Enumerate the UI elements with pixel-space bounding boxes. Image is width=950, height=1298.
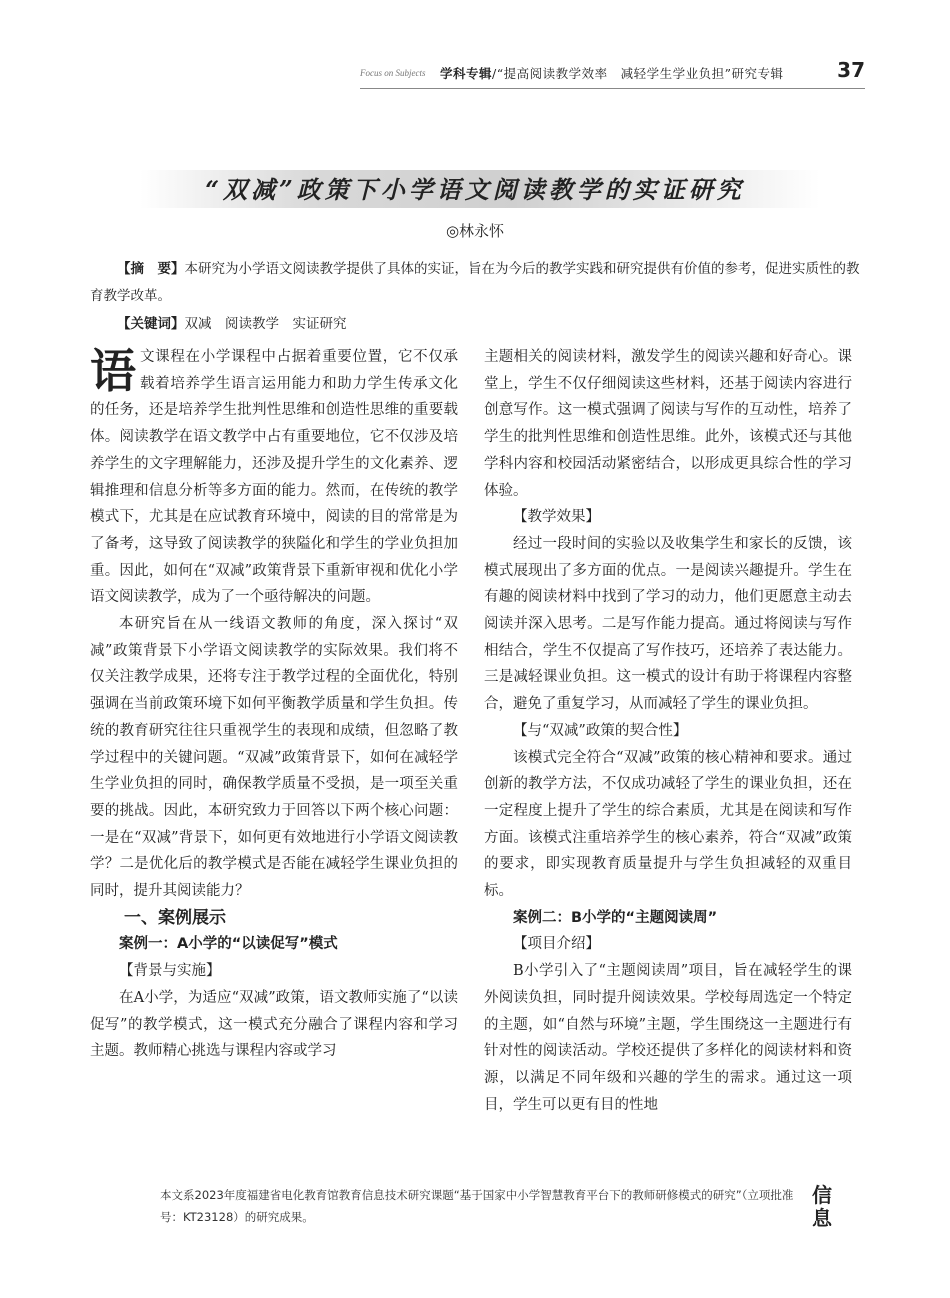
abstract-text: 本研究为小学语文阅读教学提供了具体的实证，旨在为今后的教学实践和研究提供有价值的参考，促进实质性的教育教学改革。 — [90, 261, 860, 304]
subheading-fit: 【与“双减”政策的契合性】 — [513, 722, 688, 739]
intro-paragraph — [90, 344, 458, 611]
header-column-name: 学科专辑 — [440, 66, 493, 81]
case-heading: 案例一：A小学的“以读促写”模式 — [119, 936, 338, 953]
body-paragraph: 经过一段时间的实验以及收集学生和家长的反馈，该模式展现出了多方面的优点。一是阅读兴趣提升。学生在有趣的阅读材料中找到了学习的动力，他们更愿意主动去阅读并深入思考。二是写作能力提高。通过将阅读与写作相结合，学生不仅提高了写作技巧，还培养了表达能力。三是减轻课业负担。这一模式的设计有助于将课程内容整合，避免了重复学习，从而减轻了学生的课业负担。 — [484, 535, 852, 713]
body-paragraph: B小学引入了“主题阅读周”项目，旨在减轻学生的课外阅读负担，同时提升阅读效果。学校每周选定一个特定的主题，如“自然与环境”主题，学生围绕这一主题进行有针对性的阅读活动。学校还提供了多样化的阅读材料和资源，以满足不同年级和兴趣的学生的需求。通过这一项目，学生可以更有目的性地 — [484, 963, 852, 1113]
body-paragraph: 主题相关的阅读材料，激发学生的阅读兴趣和好奇心。课堂上，学生不仅仔细阅读这些材料，还基于阅读内容进行创意写作。这一模式强调了阅读与写作的互动性，培养了学生的批判性思维和创造性思维。此外，该模式还与其他学科内容和校园活动紧密结合，以形成更具综合性的学习体验。 — [484, 349, 852, 499]
body-paragraph: 本研究旨在从一线语文教师的角度，深入探讨“双减”政策背景下小学语文阅读教学的实际效果。我们将不仅关注教学成果，还将专注于教学过程的全面优化，特别强调在当前政策环境下如何平衡教学质量和学生负担。传统的教育研究往往只重视学生的表现和成绩，但忽略了教学过程中的关键问题。“双减”政策背景下，如何在减轻学生学业负担的同时，确保教学质量不受损，是一项至关重要的挑战。因此，本研究致力于回答以下两个核心问题：一是在“双减”背景下，如何更有效地进行小学语文阅读教学？二是优化后的教学模式是否能在减轻学生课业负担的同时，提升其阅读能力？ — [90, 616, 458, 900]
keywords-text: 双减 阅读教学 实证研究 — [184, 316, 347, 332]
footnote: 本文系2023年度福建省电化教育馆教育信息技术研究课题“基于国家中小学智慧教育平台下的教师研修模式的研究”（立项批准号：KT23128）的研究成果。 — [160, 1188, 794, 1224]
abstract-label: 【摘 要】 — [117, 261, 185, 277]
subheading-effect: 【教学效果】 — [513, 509, 600, 526]
intro-text: 文课程在小学课程中占据着重要位置，它不仅承载着培养学生语言运用能力和助力学生传承文化的任务，还是培养学生批判性思维和创造性思维的重要载体。阅读教学在语文教学中占有重要地位，它不仅涉及培养学生的文字理解能力，还涉及提升学生的文化素养、逻辑推理和信息分析等多方面的能力。然而，在传统的教学模式下，尤其是在应试教育环境中，阅读的目的常常是为了备考，这导致了阅读教学的狭隘化和学生的学业负担加重。因此，如何在“双减”政策背景下重新审视和优化小学语文阅读教学，成为了一个亟待解决的问题。 — [90, 349, 458, 606]
section-heading: 一、案例展示 — [124, 907, 226, 928]
header-english: Focus on Subjects — [360, 68, 426, 78]
page-number: 37 — [837, 58, 865, 82]
case-heading: 案例二：B小学的“主题阅读周” — [513, 909, 718, 926]
keywords — [117, 312, 347, 332]
side-logo: 信息 — [812, 1183, 832, 1230]
subheading-background: 【背景与实施】 — [119, 963, 221, 980]
article-title: “双减”政策下小学语文阅读教学的实证研究 — [205, 175, 745, 204]
body-paragraph: 该模式完全符合“双减”政策的核心精神和要求。通过创新的教学方法，不仅成功减轻了学生的课业负担，还在一定程度上提升了学生的综合素质，尤其是在阅读和写作方面。该模式注重培养学生的核心素养，符合“双减”政策的要求，即实现教育质量提升与学生负担减轻的双重目标。 — [484, 749, 852, 900]
subheading-intro: 【项目介绍】 — [513, 936, 600, 953]
left-column — [90, 344, 458, 1065]
abstract — [90, 256, 860, 310]
header-column — [440, 64, 784, 82]
article-author: ◎林永怀 — [445, 222, 505, 240]
body-paragraph: 在A小学，为适应“双减”政策，语文教师实施了“以读促写”的教学模式，这一模式充分融合了课程内容和学习主题。教师精心挑选与课程内容或学习 — [90, 989, 458, 1060]
right-column — [484, 344, 852, 1118]
keywords-label: 【关键词】 — [117, 316, 185, 332]
drop-cap: 语 — [90, 344, 136, 398]
header-subject: /“提高阅读教学效率 减轻学生学业负担”研究专辑 — [492, 66, 784, 81]
page-header — [360, 58, 865, 89]
